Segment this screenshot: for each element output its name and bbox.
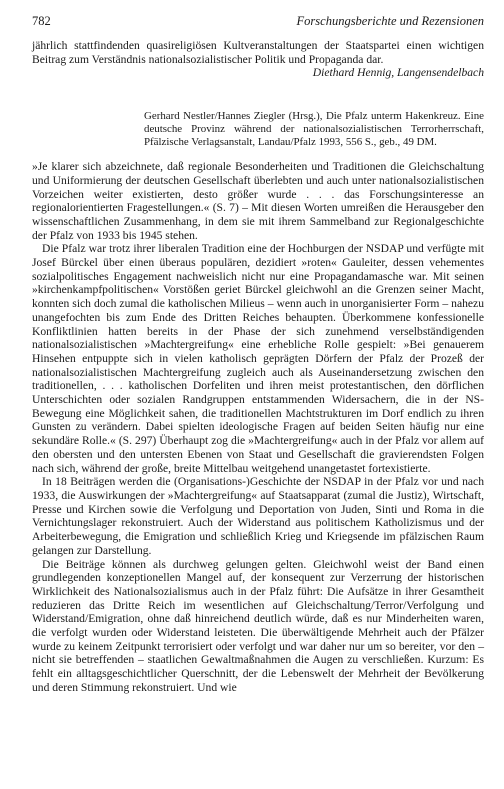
review-paragraph-4: Die Beiträge können als durchweg gelungen gelten. Gleichwohl weist der Band einen grundlegenden konzeptionellen Mangel auf, der konsequent zur Verzerrung der historischen Wirklichkeit des Nationalsozialismus auch in der Pfalz führt: Die Aufsätze in ihrer Gesamtheit reduzieren das Dritte Reich im wesentlichen auf Gleichschaltung/Terror/Verfolgung und Widerstand/Emigration, ohne daß hinreichend deutlich würde, daß es nur Minderheiten waren, die verfolgt wurden oder Widerstand leisteten. Die überwältigende Mehrheit auch der Pfälzer wurde zu keinem Zeitpunkt terrorisiert oder verfolgt und war daher nur um so bereiter, vor den – nicht sie betreffenden – staatlichen Gewaltmaßnahmen die Augen zu verschließen. Kurzum: Es fehlt ein alltagsgeschichtlicher Querschnitt, der die Lebenswelt der Mehrheit der Bevölkerung und deren Stimmung rekonstruiert. Und wie — [32, 557, 484, 694]
review-paragraph-3: In 18 Beiträgen werden die (Organisations-)Geschichte der NSDAP in der Pfalz vor und nach 1933, die Auswirkungen der »Machtergreifung« auf Staatsapparat (zumal die Justiz), Wirtschaft, Presse und Kirchen sowie die Verfolgung und Deportation von Juden, Sinti und Roma in die Vernichtungslager rekonstruiert. Auch der Widerstand aus politischem Katholizismus und der Arbeiterbewegung, die Emigration und schließlich Krieg und Kriegsende im pfälzischen Raum gelangen zur Darstellung. — [32, 475, 484, 557]
review-body — [32, 160, 484, 694]
book-citation: Gerhard Nestler/Hannes Ziegler (Hrsg.), Die Pfalz unterm Hakenkreuz. Eine deutsche Provinz während der nationalsozialistischen Terrorherrschaft, Pfälzische Verlagsanstalt, Landau/Pfalz 1993, 556 S., geb., 49 DM. — [144, 110, 484, 149]
reviewer-signature: Diethard Hennig, Langensendelbach — [312, 66, 484, 80]
previous-review-ending — [32, 39, 484, 66]
running-head — [32, 14, 484, 29]
review-paragraph-2: Die Pfalz war trotz ihrer liberalen Tradition eine der Hochburgen der NSDAP und verfügte mit Josef Bürckel über einen überaus populären, dezidiert »roten« Gauleiter, dessen vehementes sozialpolitisches Engagement nachweislich nicht nur eine Propagandamasche war. Mit seinen »kirchenkampfpolitischen« Vorstößen geriet Bürckel gleichwohl an die Grenzen seiner Macht, konnten sich doch zumal die katholischen Milieus – wenn auch in unorganisierter Form – nahezu unangefochten bis zum Ende des Dritten Reiches behaupten. Überkommene konfessionelle Konfliktlinien hatten bereits in der Phase der sich zunehmend verselbständigenden nationalsozialistischen »Machtergreifung« eine erhebliche Rolle gespielt: »Bei genauerem Hinsehen entpuppte sich in vielen katholisch geprägten Dörfern der Pfalz der Prozeß der nationalsozialistischen Machtergreifung zugleich auch als Auseinandersetzung zwischen den traditionellen, . . . katholischen Dorfeliten und ihren meist protestantischen, den dörflichen Unterschichten oder sozialen Randgruppen entstammenden Widersachern, die in der NS-Bewegung eine Möglichkeit sahen, die traditionellen Machtstrukturen im Dorf endlich zu ihren Gunsten zu verändern. Dabei spielten ideologische Fragen auf beiden Seiten häufig nur eine sekundäre Rolle.« (S. 297) Überhaupt zog die »Machtergreifung« auch in der Pfalz vor allem auf den obersten und den untersten Ebenen von Staat und Gesellschaft die gravierendsten Folgen nach sich, während der große, breite Mittelbau weitgehend unangetastet fortexistierte. — [32, 242, 484, 475]
page-number: 782 — [32, 14, 51, 28]
review-paragraph-1: »Je klarer sich abzeichnete, daß regionale Besonderheiten und Traditionen die Gleichschaltung und Uniformierung der deutschen Gesellschaft überlebten und auch unter nationalsozialistischen Vorzeichen weiter existierten, desto größer wurde . . . das Forschungsinteresse an regionalorientierten Fragestellungen.« (S. 7) – Mit diesen Worten umreißen die Herausgeber den wissenschaftlichen Zusammenhang, in dem sie mit ihrem Sammelband zur Regionalgeschichte der Pfalz von 1933 bis 1945 stehen. — [32, 160, 484, 242]
previous-review-closing-paragraph: jährlich stattfindenden quasireligiösen Kultveranstaltungen der Staatspartei einen wichtigen Beitrag zum Verständnis nationalsozialistischer Politik und Propaganda dar. — [32, 39, 484, 66]
section-title: Forschungsberichte und Rezensionen — [296, 14, 484, 28]
